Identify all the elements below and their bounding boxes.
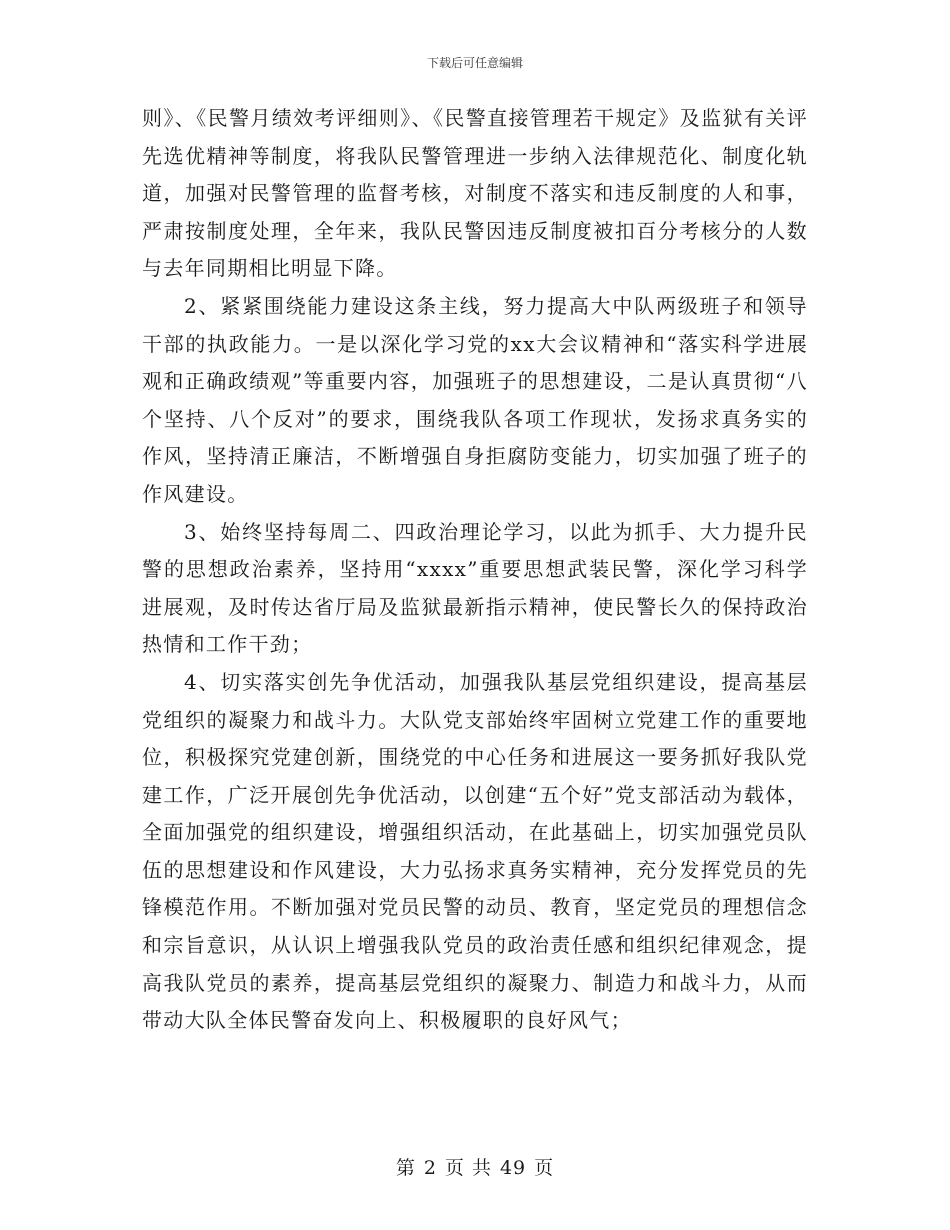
page-footer: [0, 1153, 950, 1180]
footer-suffix: 页: [534, 1157, 555, 1179]
page-header: 下载后可任意编辑: [426, 56, 523, 70]
paragraph-continuation: 则》、《民警月绩效考评细则》、《民警直接管理若干规定》及监狱有关评先选优精神等制度，将我队民警管理进一步纳入法律规范化、制度化轨道，加强对民警管理的监督考核，对制度不落实和违反制度的人和事，严肃按制度处理，全年来，我队民警因违反制度被扣百分考核分的人数与去年同期相比明显下降。: [142, 106, 808, 281]
paragraph-item-3: 3、始终坚持每周二、四政治理论学习，以此为抓手、大力提升民警的思想政治素养，坚持用“xxxx”重要思想武装民警，深化学习科学进展观，及时传达省厅局及监狱最新指示精神，使民警长久的保持政治热情和工作干劲；: [142, 519, 808, 657]
paragraph-item-2: 2、紧紧围绕能力建设这条主线，努力提高大中队两级班子和领导干部的执政能力。一是以深化学习党的xx大会议精神和“落实科学进展观和正确政绩观”等重要内容，加强班子的思想建设，二是认真贯彻“八个坚持、八个反对”的要求，围绕我队各项工作现状，发扬求真务实的作风，坚持清正廉洁，不断增强自身拒腐防变能力，切实加强了班子的作风建设。: [142, 293, 808, 506]
footer-prefix: 第: [395, 1157, 416, 1179]
paragraph-item-4: 4、切实落实创先争优活动，加强我队基层党组织建设，提高基层党组织的凝聚力和战斗力。大队党支部始终牢固树立党建工作的重要地位，积极探究党建创新，围绕党的中心任务和进展这一要务抓好我队党建工作，广泛开展创先争优活动，以创建“五个好”党支部活动为载体，全面加强党的组织建设，增强组织活动，在此基础上，切实加强党员队伍的思想建设和作风建设，大力弘扬求真务实精神，充分发挥党员的先锋模范作用。不断加强对党员民警的动员、教育，坚定党员的理想信念和宗旨意识，从认识上增强我队党员的政治责任感和组织纪律观念，提高我队党员的素养，提高基层党组织的凝聚力、制造力和战斗力，从而带动大队全体民警奋发向上、积极履职的良好风气；: [142, 669, 808, 1033]
footer-middle: 页 共: [444, 1157, 492, 1179]
document-body: [142, 100, 808, 1040]
footer-page-number: 2: [423, 1157, 437, 1179]
footer-total-pages: 49: [499, 1157, 527, 1179]
